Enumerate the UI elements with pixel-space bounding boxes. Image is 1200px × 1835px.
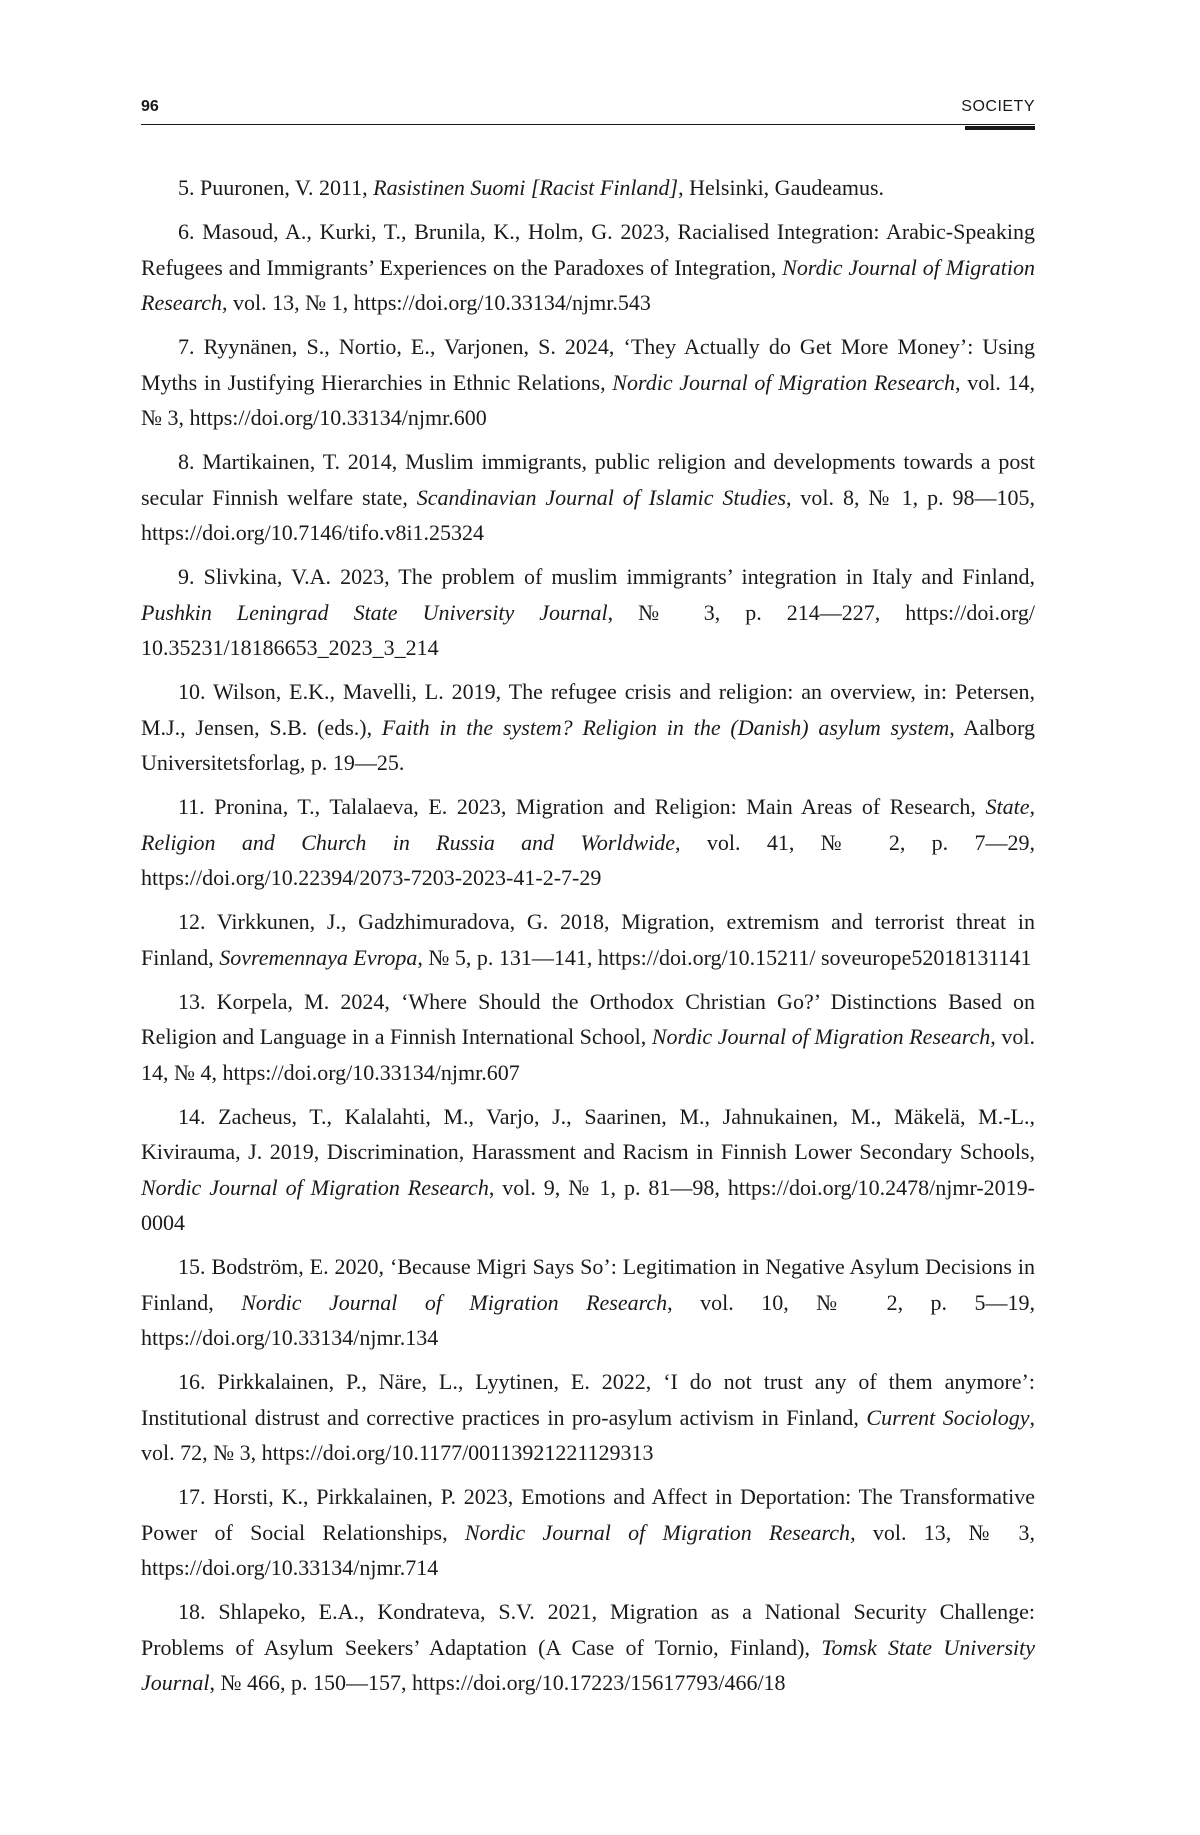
reference-source-title: Nordic Journal of Migration Research xyxy=(612,369,956,395)
reference-details: , vol. 13, № 3, https://doi.org/10.33134/njmr.714 xyxy=(141,1519,1035,1580)
reference-text: 18. Shlapeko, E.A., Kondrateva, S.V. 2021, Migration as a National Security Challenge: Problems of Asylum Seekers’ Adaptation (A Case of Tornio, Finland), xyxy=(141,1599,1035,1660)
reference-text: 5. Puuronen, V. 2011, xyxy=(178,175,374,200)
reference-item-9 xyxy=(141,559,1035,666)
reference-details: , vol. 8, № 1, p. 98—105, https://doi.org/10.7146/tifo.v8i1.25324 xyxy=(141,484,1036,545)
reference-text: 8. Martikainen, T. 2014, Muslim immigrants, public religion and developments towards a post secular Finnish welfare state, xyxy=(141,449,1035,510)
reference-source-title: Rasistinen Suomi [Racist Finland] xyxy=(373,175,679,200)
reference-source-title: Nordic Journal of Migration Research xyxy=(464,1519,851,1545)
reference-text: 16. Pirkkalainen, P., Näre, L., Lyytinen, E. 2022, ‘I do not trust any of them anymore’: Institutional distrust and corrective practices in pro-asylum activism in Finland, xyxy=(141,1369,1035,1430)
reference-text: 11. Pronina, T., Talalaeva, E. 2023, Migration and Religion: Main Areas of Research, xyxy=(178,794,986,819)
reference-text: 7. Ryynänen, S., Nortio, E., Varjonen, S. 2024, ‘They Actually do Get More Money’: Using Myths in Justifying Hierarchies in Ethnic Relations, xyxy=(141,334,1035,395)
reference-item-8 xyxy=(141,444,1035,551)
reference-source-title: Nordic Journal of Migration Research xyxy=(241,1289,668,1315)
reference-text: 10. Wilson, E.K., Mavelli, L. 2019, The refugee crisis and religion: an overview, in: Petersen, M.J., Jensen, S.B. (eds.), xyxy=(141,679,1035,740)
reference-source-title: Scandinavian Journal of Islamic Studies xyxy=(416,484,787,510)
reference-details: , № 466, p. 150—157, https://doi.org/10.17223/15617793/466/18 xyxy=(209,1670,786,1695)
reference-text: 15. Bodström, E. 2020, ‘Because Migri Says So’: Legitimation in Negative Asylum Decisions in Finland, xyxy=(141,1254,1035,1315)
reference-list xyxy=(141,170,1035,1709)
reference-text: 17. Horsti, K., Pirkkalainen, P. 2023, Emotions and Affect in Deportation: The Transformative Power of Social Relationships, xyxy=(141,1484,1035,1545)
page-number: 96 xyxy=(141,98,159,115)
reference-item-13 xyxy=(141,984,1035,1091)
reference-item-11 xyxy=(141,789,1035,896)
reference-source-title: Pushkin Leningrad State University Journal xyxy=(141,599,608,625)
reference-item-7 xyxy=(141,329,1035,436)
reference-item-15 xyxy=(141,1249,1035,1356)
reference-details: , Aalborg Universitetsforlag, p. 19—25. xyxy=(141,714,1036,775)
reference-details: , vol. 41, № 2, p. 7—29, https://doi.org/10.22394/2073-7203-2023-41-2-7-29 xyxy=(141,829,1035,890)
section-title: SOCIETY xyxy=(961,98,1035,115)
reference-text: 14. Zacheus, T., Kalalahti, M., Varjo, J., Saarinen, M., Jahnukainen, M., Mäkelä, M.-L., Kivirauma, J. 2019, Discrimination, Harassment and Racism in Finnish Lower Secondary Schools, xyxy=(141,1103,1035,1164)
reference-item-18 xyxy=(141,1594,1035,1701)
reference-source-title: Current Sociology xyxy=(866,1404,1030,1430)
reference-details: , vol. 14, № 4, https://doi.org/10.33134/njmr.607 xyxy=(141,1024,1035,1085)
reference-text: 9. Slivkina, V.A. 2023, The problem of muslim immigrants’ integration in Italy and Finland, xyxy=(178,564,1035,589)
reference-item-6 xyxy=(141,214,1035,321)
reference-details: , vol. 13, № 1, https://doi.org/10.33134/njmr.543 xyxy=(222,290,651,315)
reference-details: , № 3, p. 214—227, https://doi.org/ 10.35231/18186653_2023_3_214 xyxy=(141,599,1035,660)
reference-source-title: Tomsk State University Journal xyxy=(141,1634,1036,1695)
header-rule xyxy=(141,124,1035,125)
reference-item-17 xyxy=(141,1479,1035,1586)
reference-text: 6. Masoud, A., Kurki, T., Brunila, K., Holm, G. 2023, Racialised Integration: Arabic-Speaking Refugees and Immigrants’ Experiences on the Paradoxes of Integration, xyxy=(141,219,1035,280)
header-accent-bar xyxy=(965,126,1035,130)
reference-source-title: State, Religion and Church in Russia and Worldwide xyxy=(141,794,1035,855)
reference-text: 13. Korpela, M. 2024, ‘Where Should the Orthodox Christian Go?’ Distinctions Based on Religion and Language in a Finnish International School, xyxy=(141,988,1035,1049)
reference-source-title: Sovremennaya Evropa xyxy=(219,944,418,970)
reference-details: , vol. 72, № 3, https://doi.org/10.1177/00113921221129313 xyxy=(141,1404,1035,1465)
reference-details: , vol. 14, № 3, https://doi.org/10.33134/njmr.600 xyxy=(141,369,1035,430)
running-header xyxy=(141,98,1035,118)
reference-item-16 xyxy=(141,1364,1035,1471)
reference-item-12 xyxy=(141,904,1035,975)
reference-item-5 xyxy=(141,170,1035,206)
reference-item-10 xyxy=(141,674,1035,781)
reference-details: , № 5, p. 131—141, https://doi.org/10.15211/ soveurope52018131141 xyxy=(417,944,1032,970)
reference-details: , vol. 10, № 2, p. 5—19, https://doi.org/10.33134/njmr.134 xyxy=(141,1289,1035,1350)
reference-source-title: Nordic Journal of Migration Research xyxy=(651,1024,991,1049)
reference-text: 12. Virkkunen, J., Gadzhimuradova, G. 2018, Migration, extremism and terrorist threat in Finland, xyxy=(141,909,1035,970)
reference-item-14 xyxy=(141,1099,1035,1241)
reference-source-title: Nordic Journal of Migration Research xyxy=(141,1174,489,1200)
reference-details: , vol. 9, № 1, p. 81—98, https://doi.org/10.2478/njmr-2019-0004 xyxy=(141,1174,1035,1235)
reference-details: , Helsinki, Gaudeamus. xyxy=(678,175,885,200)
reference-source-title: Nordic Journal of Migration Research xyxy=(141,254,1035,315)
reference-source-title: Faith in the system? Religion in the (Danish) asylum system xyxy=(381,714,950,740)
